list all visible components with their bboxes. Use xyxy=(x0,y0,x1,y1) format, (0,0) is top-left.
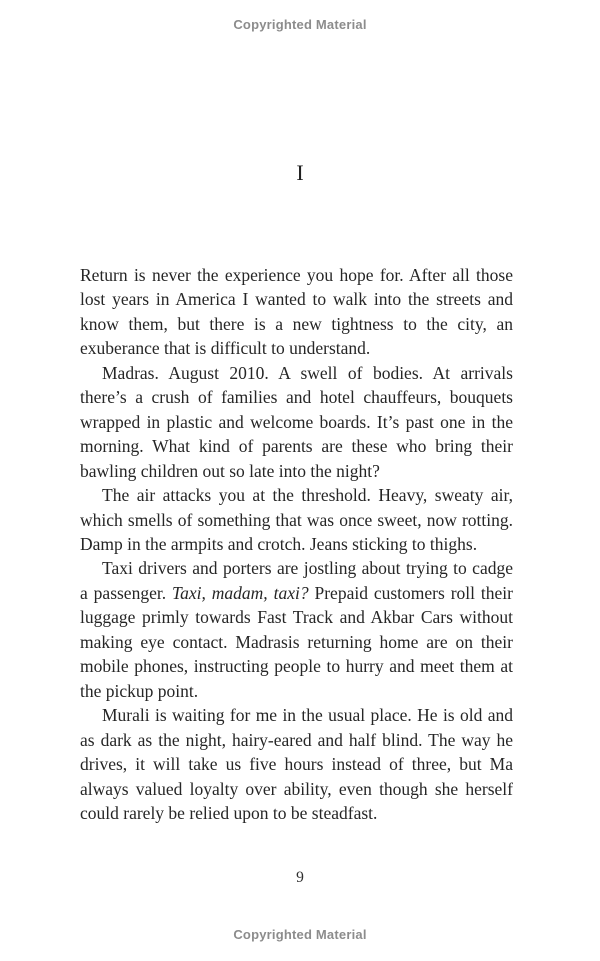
text-run: Murali is waiting for me in the usual place. He is old and as dark as the night, hairy-eared and half blind. The way he drives, it will take us five hours instead of three, but Ma always valued loyalty over ability, even though she herself could rarely be relied upon to be steadfast. xyxy=(80,705,513,823)
copyright-notice-bottom: Copyrighted Material xyxy=(233,927,367,942)
text-run: Return is never the experience you hope for. After all those lost years in America I wanted to walk into the streets and know them, but there is a new tightness to the city, an exuberance that is difficult to understand. xyxy=(80,265,513,359)
text-run: Prepaid customers roll their luggage primly towards Fast Track and Akbar Cars without making eye contact. Madrasis returning home are on their mobile phones, instructing people to hurry and meet them at the pickup point. xyxy=(80,582,513,701)
italic-text-run: Taxi, madam, taxi? xyxy=(172,582,309,603)
copyright-notice-top: Copyrighted Material xyxy=(233,17,367,32)
paragraph xyxy=(80,263,513,361)
text-run: Madras. August 2010. A swell of bodies. At arrivals there’s a crush of families and hotel chauffeurs, bouquets wrapped in plastic and welcome boards. It’s past one in the morning. What kind of parents are these who bring their bawling children out so late into the night? xyxy=(80,362,513,481)
text-run: The air attacks you at the threshold. Heavy, sweaty air, which smells of something that was once sweet, now rotting. Damp in the armpits and crotch. Jeans sticking to thighs. xyxy=(80,485,513,554)
text-run: Taxi drivers and porters are jostling about trying to cadge a passenger. xyxy=(80,558,513,603)
paragraph xyxy=(80,556,513,703)
paragraph xyxy=(80,361,513,483)
paragraph xyxy=(80,483,513,556)
page-body xyxy=(80,263,513,825)
page-number: 9 xyxy=(296,869,304,886)
paragraph xyxy=(80,703,513,825)
chapter-number: I xyxy=(296,160,304,185)
